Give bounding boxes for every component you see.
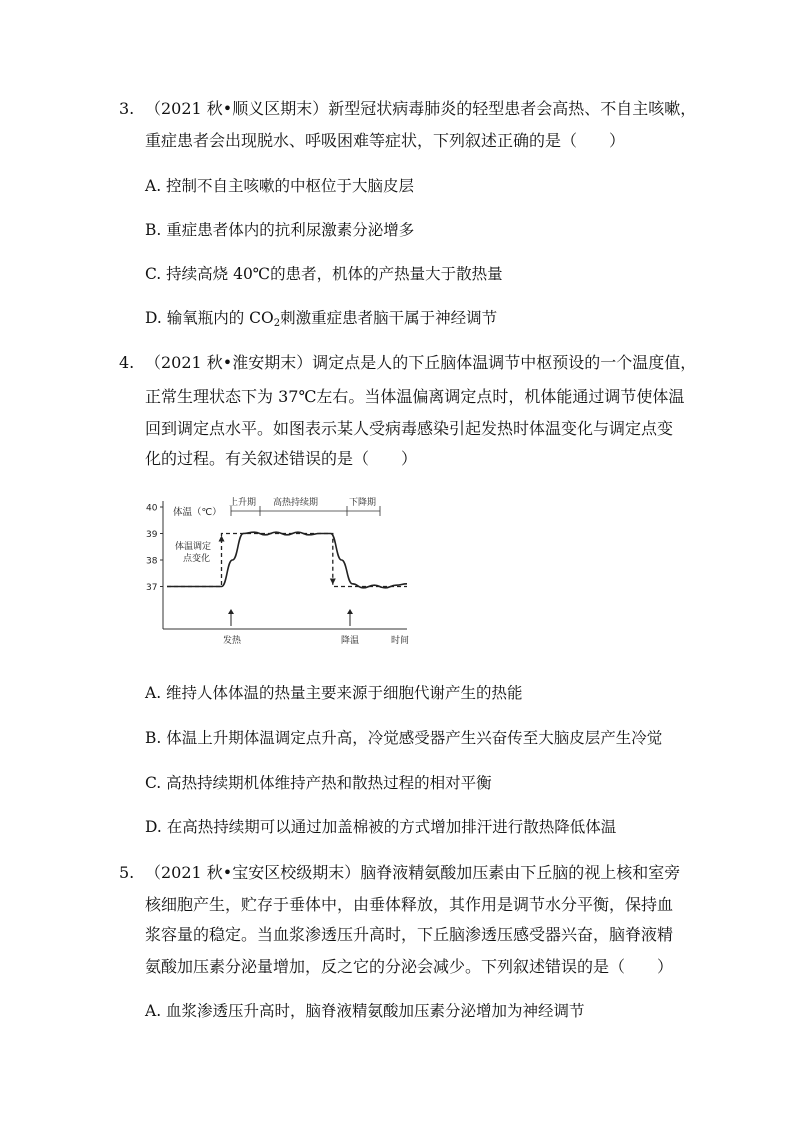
q3-option-d-post: 刺激重症患者脑干属于神经调节 xyxy=(280,309,498,327)
q3-number: 3. xyxy=(119,99,135,118)
phase-label-plateau: 高热持续期 xyxy=(273,498,319,508)
phase-label-fall: 下降期 xyxy=(349,498,377,508)
q5-stem: （2021 秋•宝安区校级期末）脑脊液精氨酸加压素由下丘脑的视上核和室旁 xyxy=(145,863,681,882)
y-tick-label: 38 xyxy=(146,556,158,567)
setpoint-annotation-line2: 点变化 xyxy=(183,554,211,564)
temperature-chart xyxy=(145,489,420,649)
q4-line2: 正常生理状态下为 37℃左右。当体温偏离调定点时，机体能通过调节使体温 xyxy=(145,387,685,406)
q4-line4: 化的过程。有关叙述错误的是（ ） xyxy=(145,449,418,468)
y-axis-label: 体温（℃） xyxy=(173,507,222,518)
y-ticks xyxy=(146,504,163,594)
q3-option-d-sub: 2 xyxy=(273,318,281,329)
q4-line3: 回到调定点水平。如图表示某人受病毒感染引起发热时体温变化与调定点变 xyxy=(145,419,674,438)
setpoint-annotation-line1: 体温调定 xyxy=(175,542,212,552)
q4-line1 xyxy=(119,350,696,373)
q4-number: 4. xyxy=(119,353,135,372)
q3-option-d xyxy=(145,306,497,329)
q3-option-b: B. 重症患者体内的抗利尿激素分泌增多 xyxy=(145,221,415,239)
event-label-fever: 发热 xyxy=(223,636,242,646)
q5-line1 xyxy=(119,860,680,883)
setpoint-fall-arrowhead xyxy=(330,579,336,585)
chart-axes xyxy=(163,501,407,629)
q3-option-d-pre: D. 输氧瓶内的 CO xyxy=(145,309,274,327)
q3-option-c: C. 持续高烧 40℃的患者，机体的产热量大于散热量 xyxy=(145,265,503,283)
event-arrows xyxy=(228,609,353,626)
y-tick-label: 37 xyxy=(146,583,158,593)
q3-option-a: A. 控制不自主咳嗽的中枢位于大脑皮层 xyxy=(145,177,415,195)
x-axis-label: 时间 xyxy=(391,636,410,646)
q3-line2: 重症患者会出现脱水、呼吸困难等症状，下列叙述正确的是（ ） xyxy=(145,131,626,150)
q5-line2: 核细胞产生，贮存于垂体中，由垂体释放，其作用是调节水分平衡，保持血 xyxy=(145,895,674,914)
q4-option-d: D. 在高热持续期可以通过加盖棉被的方式增加排汗进行散热降低体温 xyxy=(145,818,617,836)
phase-label-rise: 上升期 xyxy=(229,498,257,508)
q4-option-a: A. 维持人体体温的热量主要来源于细胞代谢产生的热能 xyxy=(145,684,523,702)
q3-line1 xyxy=(119,96,696,119)
q4-stem: （2021 秋•淮安期末）调定点是人的下丘脑体温调节中枢预设的一个温度值， xyxy=(145,353,697,372)
q5-number: 5. xyxy=(119,863,135,882)
q4-option-b: B. 体温上升期体温调定点升高，冷觉感受器产生兴奋传至大脑皮层产生冷觉 xyxy=(145,729,663,747)
q3-stem: （2021 秋•顺义区期末）新型冠状病毒肺炎的轻型患者会高热、不自主咳嗽， xyxy=(145,99,697,118)
q4-option-c: C. 高热持续期机体维持产热和散热过程的相对平衡 xyxy=(145,774,492,792)
y-tick-label: 40 xyxy=(146,503,158,514)
q5-line4: 氨酸加压素分泌量增加，反之它的分泌会减少。下列叙述错误的是（ ） xyxy=(145,957,674,976)
setpoint-rise-arrowhead xyxy=(219,536,225,542)
y-tick-label: 39 xyxy=(146,530,158,540)
q5-line3: 浆容量的稳定。当血浆渗透压升高时，下丘脑渗透压感受器兴奋，脑脊液精 xyxy=(145,925,674,944)
q5-option-a: A. 血浆渗透压升高时，脑脊液精氨酸加压素分泌增加为神经调节 xyxy=(145,1002,585,1020)
event-label-cooling: 降温 xyxy=(341,636,360,646)
